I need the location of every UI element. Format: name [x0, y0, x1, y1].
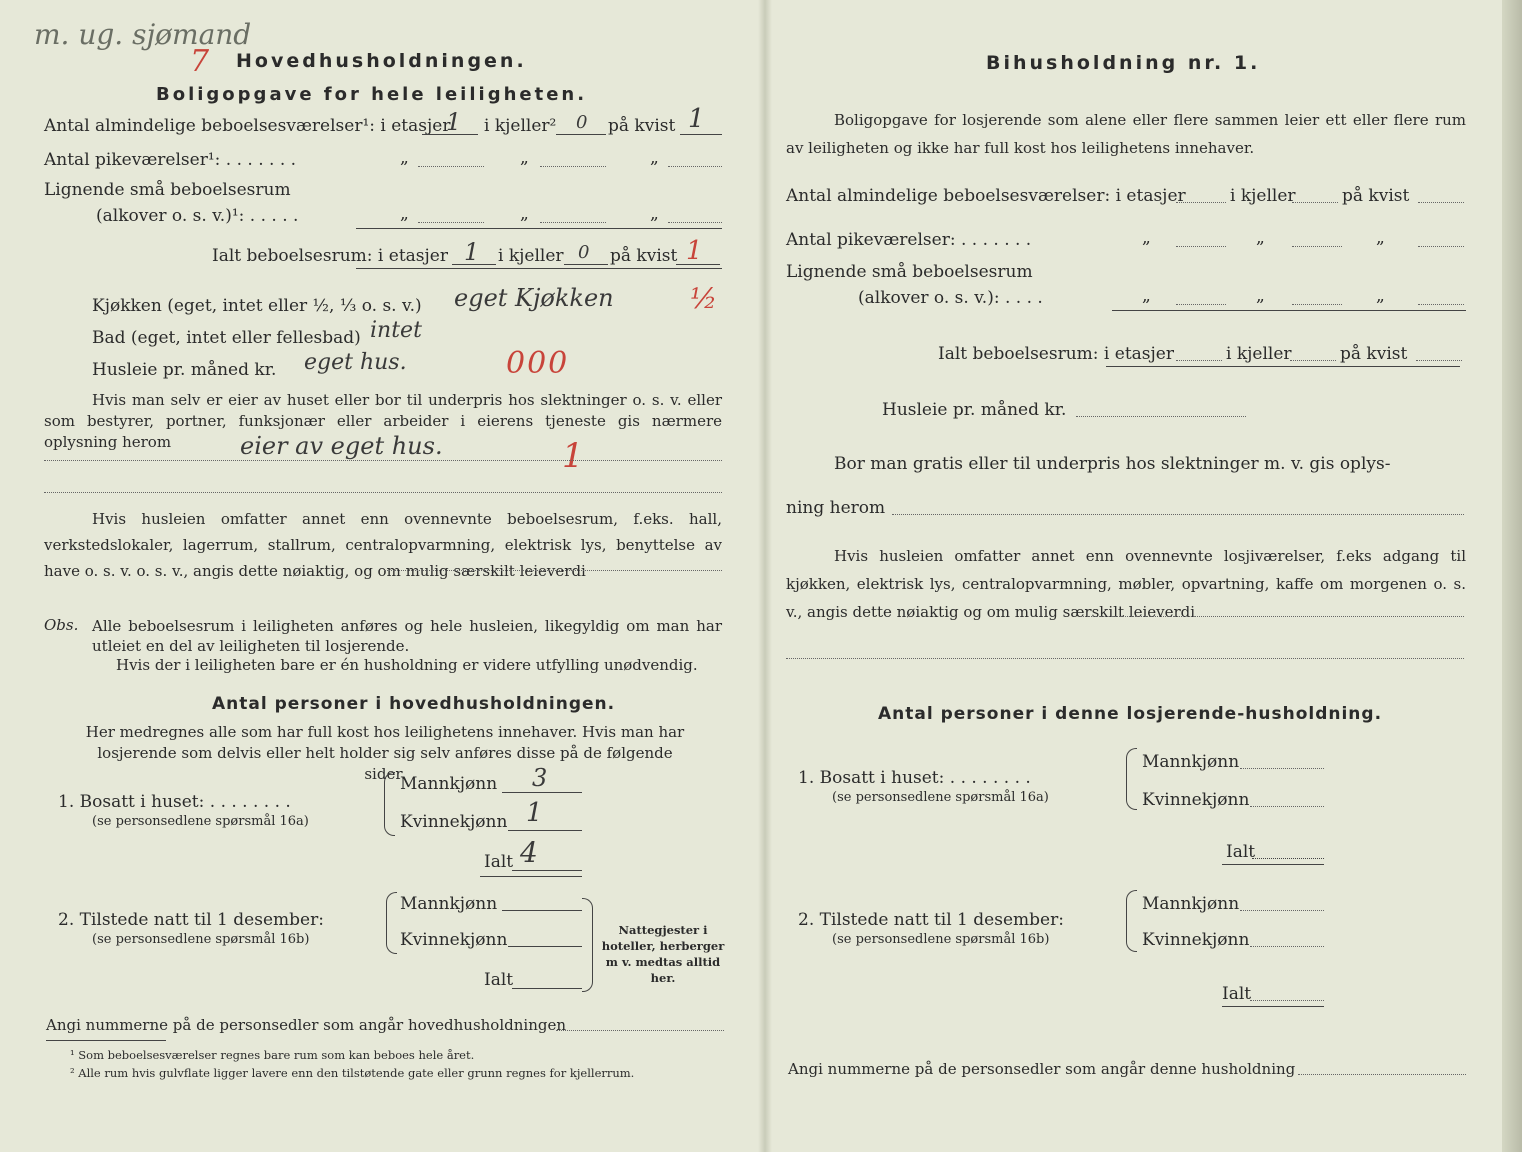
rooms-kvist-line [680, 134, 722, 135]
rooms-label: Antal almindelige beboelsesværelser¹: i etasjer [44, 116, 451, 136]
kvinne2-label: Kvinnekjønn [400, 930, 508, 950]
margin-note: m. ug. sjømand [34, 18, 252, 51]
pike-kjeller-line [540, 166, 606, 167]
r-kvinne2-line [1250, 946, 1324, 947]
husleie-value: eget hus. [304, 350, 407, 375]
eier-value: eier av eget hus. [240, 432, 443, 460]
r-bor-line [892, 514, 1464, 515]
r-angi-line [1298, 1074, 1466, 1075]
rooms-kjeller-line [556, 134, 606, 135]
eier-line-2 [44, 492, 722, 493]
pike-etasjer-line [418, 166, 484, 167]
r-bosatt-brace [1126, 748, 1137, 810]
ditto-mark: „ [1142, 228, 1151, 248]
ditto-mark: „ [400, 204, 409, 224]
r-rooms-kjeller-label: i kjeller [1230, 186, 1296, 206]
sum-rule [1222, 1006, 1324, 1007]
ditto-mark: „ [650, 204, 659, 224]
pike-label: Antal pikeværelser¹: . . . . . . . [44, 150, 297, 170]
kjokken-label: Kjøkken (eget, intet eller ½, ⅓ o. s. v.) [92, 296, 422, 316]
r-omfatter-paragraph: Hvis husleien omfatter annet enn ovennevnte losjiværelser, f.eks adgang til kjøkken, elektrisk lys, centralopvarmning, møbler, opvartning, kaffe om morgenen o. s. v., angis dette nøiaktig og om mulig særskilt leieverdi [786, 547, 1466, 621]
bosatt-label: 1. Bosatt i huset: . . . . . . . . [58, 792, 291, 812]
angi-line [556, 1030, 724, 1031]
tilstede-label: 2. Tilstede natt til 1 desember: [58, 910, 324, 930]
lign-label-1: Lignende små beboelsesrum [44, 180, 291, 200]
mann2-label: Mannkjønn [400, 894, 498, 914]
nattegjester-brace [582, 898, 593, 992]
sum-rule [480, 876, 582, 877]
ialt-kjeller-value: 0 [578, 242, 590, 263]
r-lign-etasjer-line [1176, 304, 1226, 305]
right-title: Bihusholdning nr. 1. [986, 52, 1261, 74]
eier-paragraph: Hvis man selv er eier av huset eller bor til underpris hos slektninger o. s. v. eller som bestyrer, portner, funksjonær eller arbeider i eierens tjeneste gis nærmere oplysning herom [44, 391, 722, 451]
ditto-mark: „ [400, 148, 409, 168]
r-mann-line [1240, 768, 1324, 769]
r-mann2-line [1240, 910, 1324, 911]
kjokken-value: eget Kjøkken [454, 284, 614, 312]
leieverdi-line [384, 570, 722, 571]
eier-mark: 1 [562, 436, 584, 476]
ditto-mark: „ [1376, 286, 1385, 306]
ialt-kjeller-line [564, 264, 608, 265]
r-bosatt-label: 1. Bosatt i huset: . . . . . . . . [798, 768, 1031, 788]
tilstede-brace [386, 892, 397, 954]
r-persons-title: Antal personer i denne losjerende-husholdning. [878, 704, 1383, 724]
sum-rule [356, 228, 722, 229]
ditto-mark: „ [1256, 228, 1265, 248]
pike-kvist-line [668, 166, 722, 167]
sum-rule [1112, 310, 1466, 311]
r-angi-label: Angi nummerne på de personsedler som angår denne husholdning [788, 1060, 1296, 1078]
right-intro: Boligopgave for losjerende som alene eller flere sammen leier ett eller flere rum av leiligheten og ikke har full kost hos leilighetens innehaver. [786, 111, 1466, 157]
kjokken-mark: ½ [690, 282, 718, 315]
r-ialt-kvist-line [1416, 360, 1462, 361]
r-kvinne2-label: Kvinnekjønn [1142, 930, 1250, 950]
r-leieverdi-line [1080, 616, 1464, 617]
r-bor-line-1: Bor man gratis eller til underpris hos slektninger m. v. gis oplys- [834, 454, 1391, 474]
r-mann-label: Mannkjønn [1142, 752, 1240, 772]
ialt-kvist-value: 1 [686, 236, 703, 266]
husleie-label: Husleie pr. måned kr. [92, 360, 277, 380]
persons-paragraph: Her medregnes alle som har full kost hos leilighetens innehaver. Hvis man har losjerende som delvis eller helt holder sig selv anføres disse på de følgende sider. [85, 723, 685, 783]
r-ialt-etasjer-line [1176, 360, 1222, 361]
rooms-kvist-value: 1 [688, 104, 705, 134]
r-extra-line [786, 658, 1464, 659]
r-bor-line-2: ning herom [786, 498, 886, 518]
mann-line [502, 792, 582, 793]
r-ialt2-label: Ialt [1222, 984, 1252, 1004]
mann-value: 3 [532, 764, 548, 792]
kvinne-line [508, 830, 582, 831]
ialt-etasjer-value: 1 [464, 238, 480, 266]
r-mann2-label: Mannkjønn [1142, 894, 1240, 914]
ialt-persons-label: Ialt [484, 852, 514, 872]
mann-label: Mannkjønn [400, 774, 498, 794]
r-rooms-etasjer-line [1176, 202, 1226, 203]
rooms-kjeller-value: 0 [576, 112, 588, 133]
r-husleie-label: Husleie pr. måned kr. [882, 400, 1067, 420]
rooms-etasjer-value: 1 [446, 108, 462, 136]
lign-etasjer-line [418, 222, 484, 223]
lign-label-2: (alkover o. s. v.)¹: . . . . . [96, 206, 299, 226]
ialt-kjeller-label: i kjeller [498, 246, 564, 266]
ialt-persons-line [512, 870, 582, 871]
page-edge [1502, 0, 1522, 1152]
left-title: Hovedhusholdningen. [236, 50, 527, 72]
sum-rule [1106, 366, 1460, 367]
r-tilstede-label: 2. Tilstede natt til 1 desember: [798, 910, 1064, 930]
ditto-mark: „ [650, 148, 659, 168]
r-ialt-persons-label: Ialt [1226, 842, 1256, 862]
red-mark-7: 7 [190, 44, 210, 79]
bosatt-sub: (se personsedlene spørsmål 16a) [92, 814, 309, 829]
persons-title: Antal personer i hovedhusholdningen. [212, 694, 616, 714]
obs-paragraph: Alle beboelsesrum i leiligheten anføres og hele husleien, likegyldig om man har utleiet en del av leiligheten til losjerende. [92, 617, 722, 655]
r-lign-label-2: (alkover o. s. v.): . . . . [858, 288, 1043, 308]
r-tilstede-sub: (se personsedlene spørsmål 16b) [832, 932, 1050, 947]
r-kvinne-label: Kvinnekjønn [1142, 790, 1250, 810]
rooms-kjeller-label: i kjeller² [484, 116, 557, 136]
omfatter-paragraph: Hvis husleien omfatter annet enn ovennevnte beboelsesrum, f.eks. hall, verkstedslokaler, lagerrum, stallrum, centralopvarmning, elektrisk lys, benyttelse av have o. s. v. o. s. v., angis dette nøiaktig, og om mulig særskilt leieverdi [44, 510, 722, 580]
ditto-mark: „ [1142, 286, 1151, 306]
obs-paragraph-2: Hvis der i leiligheten bare er én husholdning er videre utfylling unødvendig. [116, 656, 698, 674]
r-bosatt-sub: (se personsedlene spørsmål 16a) [832, 790, 1049, 805]
sum-rule [356, 268, 722, 269]
sum-rule [1222, 864, 1324, 865]
r-pike-kjeller-line [1292, 246, 1342, 247]
ditto-mark: „ [520, 204, 529, 224]
r-ialt-kvist-label: på kvist [1340, 344, 1408, 364]
ialt-label: Ialt beboelsesrum: i etasjer [212, 246, 448, 266]
footnote-rule [46, 1040, 166, 1041]
kvinne2-line [508, 946, 582, 947]
r-tilstede-brace [1126, 890, 1137, 952]
kvinne-value: 1 [526, 798, 543, 828]
rooms-kvist-label: på kvist [608, 116, 676, 136]
obs-label: Obs. [44, 616, 79, 634]
angi-label: Angi nummerne på de personsedler som angår hovedhusholdningen [46, 1016, 566, 1034]
bad-value: intet [370, 318, 422, 343]
r-pike-label: Antal pikeværelser: . . . . . . . [786, 230, 1032, 250]
ditto-mark: „ [1256, 286, 1265, 306]
page-fold [758, 0, 772, 1152]
r-lign-kjeller-line [1292, 304, 1342, 305]
ialt-persons-value: 4 [520, 836, 538, 869]
ditto-mark: „ [1376, 228, 1385, 248]
bad-label: Bad (eget, intet eller fellesbad) [92, 328, 361, 348]
left-subtitle: Boligopgave for hele leiligheten. [156, 84, 588, 105]
r-kvinne-line [1250, 806, 1324, 807]
mann2-line [502, 910, 582, 911]
footnote-2: ² Alle rum hvis gulvflate ligger lavere enn den tilstøtende gate eller grunn regnes for kjellerrum. [70, 1066, 635, 1080]
tilstede-sub: (se personsedlene spørsmål 16b) [92, 932, 310, 947]
lign-kvist-line [668, 222, 722, 223]
ialt-kvist-label: på kvist [610, 246, 678, 266]
r-ialt-persons-line [1252, 858, 1324, 859]
nattegjester-note: Nattegjester i hoteller, herberger m v. medtas alltid her. [601, 923, 725, 985]
r-pike-etasjer-line [1176, 246, 1226, 247]
r-pike-kvist-line [1418, 246, 1464, 247]
footnote-1: ¹ Som beboelsesværelser regnes bare rum som kan beboes hele året. [70, 1048, 475, 1062]
ialt2-label: Ialt [484, 970, 514, 990]
r-rooms-kjeller-line [1292, 202, 1338, 203]
r-husleie-line [1076, 416, 1246, 417]
r-ialt-kjeller-line [1290, 360, 1336, 361]
r-ialt-label: Ialt beboelsesrum: i etasjer [938, 344, 1174, 364]
lign-kjeller-line [540, 222, 606, 223]
r-ialt-kjeller-label: i kjeller [1226, 344, 1292, 364]
husleie-mark: 000 [506, 346, 570, 381]
r-ialt2-line [1250, 1000, 1324, 1001]
r-lign-kvist-line [1418, 304, 1464, 305]
r-rooms-label: Antal almindelige beboelsesværelser: i etasjer [786, 186, 1186, 206]
ditto-mark: „ [520, 148, 529, 168]
bosatt-brace [384, 772, 395, 836]
r-rooms-kvist-line [1418, 202, 1464, 203]
ialt2-line [512, 988, 582, 989]
eier-line-1 [44, 460, 722, 461]
r-lign-label-1: Lignende små beboelsesrum [786, 262, 1033, 282]
kvinne-label: Kvinnekjønn [400, 812, 508, 832]
r-rooms-kvist-label: på kvist [1342, 186, 1410, 206]
